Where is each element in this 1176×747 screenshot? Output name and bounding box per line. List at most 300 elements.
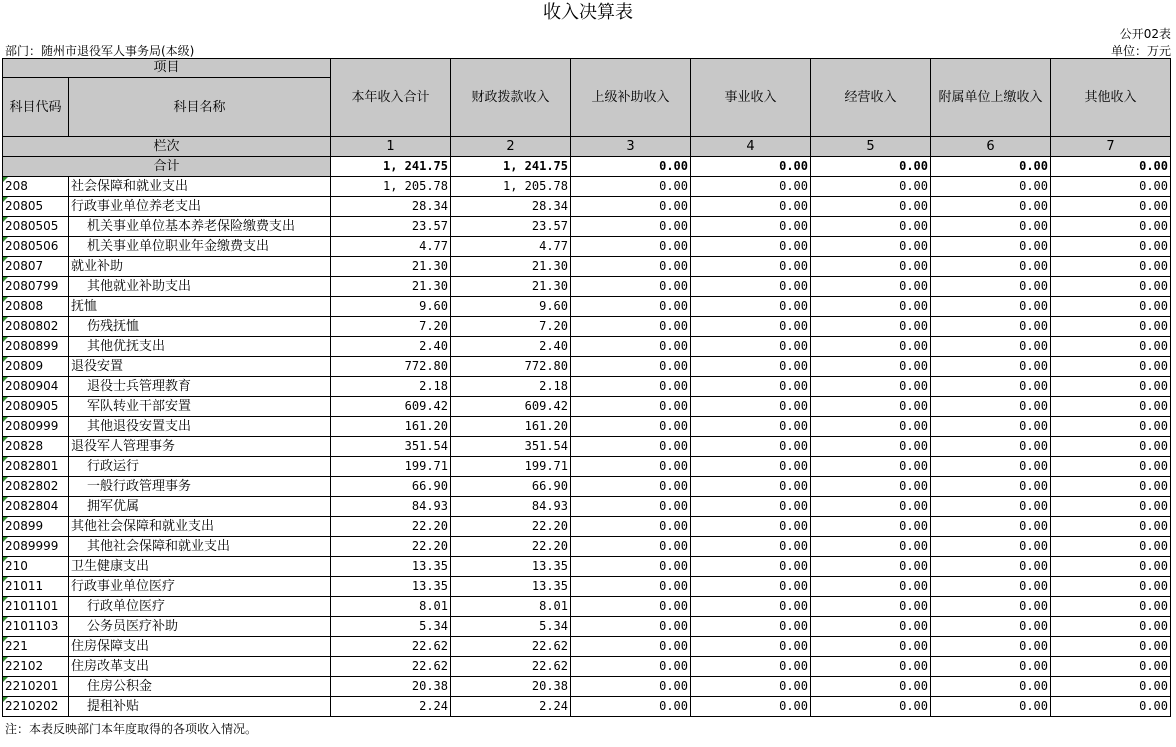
amount-cell: 609.42 — [451, 397, 571, 417]
amount-cell: 0.00 — [571, 477, 691, 497]
amount-cell: 0.00 — [571, 277, 691, 297]
subject-name: 住房保障支出 — [69, 637, 331, 657]
amount-cell: 1, 205.78 — [451, 177, 571, 197]
subject-code: 2089999 — [3, 537, 69, 557]
amount-cell: 772.80 — [331, 357, 451, 377]
amount-cell: 0.00 — [691, 657, 811, 677]
table-row — [3, 297, 1171, 317]
amount-cell: 0.00 — [811, 677, 931, 697]
col-label: 栏次 — [3, 137, 331, 157]
amount-cell: 0.00 — [931, 597, 1051, 617]
subject-code: 22102 — [3, 657, 69, 677]
amount-cell: 21.30 — [331, 277, 451, 297]
amount-cell: 0.00 — [931, 177, 1051, 197]
amount-cell: 0.00 — [691, 477, 811, 497]
amount-cell: 0.00 — [1051, 557, 1171, 577]
table-row — [3, 517, 1171, 537]
table-row — [3, 197, 1171, 217]
amount-cell: 20.38 — [331, 677, 451, 697]
amount-cell: 0.00 — [931, 497, 1051, 517]
amount-cell: 0.00 — [811, 697, 931, 717]
amount-cell: 66.90 — [451, 477, 571, 497]
amount-cell: 9.60 — [451, 297, 571, 317]
subject-code: 2101103 — [3, 617, 69, 637]
total-value: 1, 241.75 — [331, 157, 451, 177]
name-header: 科目名称 — [69, 78, 331, 137]
amount-cell: 0.00 — [571, 497, 691, 517]
amount-cell: 0.00 — [691, 697, 811, 717]
amount-cell: 0.00 — [691, 257, 811, 277]
amount-cell: 21.30 — [451, 257, 571, 277]
subject-code: 2080905 — [3, 397, 69, 417]
col-header-total: 本年收入合计 — [331, 59, 451, 137]
amount-cell: 0.00 — [571, 577, 691, 597]
amount-cell: 0.00 — [571, 617, 691, 637]
amount-cell: 0.00 — [571, 237, 691, 257]
amount-cell: 609.42 — [331, 397, 451, 417]
amount-cell: 21.30 — [331, 257, 451, 277]
amount-cell: 0.00 — [811, 257, 931, 277]
amount-cell: 7.20 — [331, 317, 451, 337]
amount-cell: 0.00 — [1051, 637, 1171, 657]
amount-cell: 0.00 — [691, 537, 811, 557]
amount-cell: 22.62 — [331, 637, 451, 657]
amount-cell: 0.00 — [691, 357, 811, 377]
amount-cell: 0.00 — [1051, 657, 1171, 677]
amount-cell: 22.20 — [451, 537, 571, 557]
table-row — [3, 477, 1171, 497]
amount-cell: 0.00 — [1051, 597, 1171, 617]
amount-cell: 0.00 — [691, 557, 811, 577]
table-row — [3, 457, 1171, 477]
amount-cell: 13.35 — [451, 577, 571, 597]
amount-cell: 0.00 — [691, 337, 811, 357]
amount-cell: 0.00 — [811, 537, 931, 557]
amount-cell: 0.00 — [811, 397, 931, 417]
amount-cell: 0.00 — [931, 437, 1051, 457]
amount-cell: 0.00 — [931, 537, 1051, 557]
amount-cell: 0.00 — [1051, 497, 1171, 517]
subject-name: 住房公积金 — [69, 677, 331, 697]
amount-cell: 0.00 — [1051, 577, 1171, 597]
amount-cell: 2.18 — [451, 377, 571, 397]
subject-name: 行政单位医疗 — [69, 597, 331, 617]
amount-cell: 0.00 — [931, 397, 1051, 417]
amount-cell: 0.00 — [1051, 277, 1171, 297]
amount-cell: 0.00 — [811, 377, 931, 397]
col-header-business: 事业收入 — [691, 59, 811, 137]
table-row — [3, 317, 1171, 337]
amount-cell: 13.35 — [331, 577, 451, 597]
amount-cell: 0.00 — [811, 617, 931, 637]
col-num-5: 5 — [811, 137, 931, 157]
amount-cell: 199.71 — [331, 457, 451, 477]
amount-cell: 0.00 — [1051, 517, 1171, 537]
amount-cell: 0.00 — [571, 377, 691, 397]
total-value: 1, 241.75 — [451, 157, 571, 177]
subject-name: 一般行政管理事务 — [69, 477, 331, 497]
amount-cell: 0.00 — [691, 457, 811, 477]
amount-cell: 0.00 — [931, 297, 1051, 317]
amount-cell: 23.57 — [331, 217, 451, 237]
amount-cell: 0.00 — [691, 517, 811, 537]
amount-cell: 0.00 — [931, 277, 1051, 297]
amount-cell: 0.00 — [691, 377, 811, 397]
amount-cell: 0.00 — [811, 417, 931, 437]
table-row — [3, 257, 1171, 277]
subject-name: 公务员医疗补助 — [69, 617, 331, 637]
subject-name: 行政事业单位养老支出 — [69, 197, 331, 217]
amount-cell: 0.00 — [1051, 397, 1171, 417]
table-row — [3, 557, 1171, 577]
amount-cell: 0.00 — [571, 517, 691, 537]
amount-cell: 5.34 — [451, 617, 571, 637]
amount-cell: 0.00 — [811, 497, 931, 517]
table-row — [3, 397, 1171, 417]
amount-cell: 0.00 — [1051, 617, 1171, 637]
unit-label: 单位：万元 — [1110, 44, 1171, 58]
col-header-fiscal: 财政拨款收入 — [451, 59, 571, 137]
amount-cell: 0.00 — [1051, 317, 1171, 337]
amount-cell: 13.35 — [451, 557, 571, 577]
amount-cell: 0.00 — [571, 417, 691, 437]
subject-code: 20828 — [3, 437, 69, 457]
amount-cell: 0.00 — [811, 177, 931, 197]
table-row — [3, 497, 1171, 517]
amount-cell: 8.01 — [451, 597, 571, 617]
amount-cell: 0.00 — [571, 437, 691, 457]
amount-cell: 0.00 — [691, 597, 811, 617]
income-table — [2, 58, 1171, 717]
col-num-7: 7 — [1051, 137, 1171, 157]
amount-cell: 0.00 — [931, 317, 1051, 337]
amount-cell: 0.00 — [931, 417, 1051, 437]
subject-code: 2082804 — [3, 497, 69, 517]
amount-cell: 1, 205.78 — [331, 177, 451, 197]
amount-cell: 0.00 — [1051, 337, 1171, 357]
total-value: 0.00 — [1051, 157, 1171, 177]
amount-cell: 0.00 — [571, 637, 691, 657]
subject-name: 军队转业干部安置 — [69, 397, 331, 417]
amount-cell: 0.00 — [571, 597, 691, 617]
amount-cell: 0.00 — [1051, 217, 1171, 237]
col-header-affiliated: 附属单位上缴收入 — [931, 59, 1051, 137]
col-header-superior: 上级补助收入 — [571, 59, 691, 137]
amount-cell: 0.00 — [931, 197, 1051, 217]
column-number-row — [3, 137, 1171, 157]
subject-name: 行政事业单位医疗 — [69, 577, 331, 597]
subject-name: 就业补助 — [69, 257, 331, 277]
amount-cell: 13.35 — [331, 557, 451, 577]
amount-cell: 2.40 — [451, 337, 571, 357]
amount-cell: 0.00 — [1051, 297, 1171, 317]
subject-code: 2101101 — [3, 597, 69, 617]
amount-cell: 0.00 — [691, 577, 811, 597]
total-value: 0.00 — [811, 157, 931, 177]
subject-code: 221 — [3, 637, 69, 657]
amount-cell: 22.20 — [331, 517, 451, 537]
subject-name: 退役安置 — [69, 357, 331, 377]
item-group-header: 项目 — [3, 59, 331, 78]
amount-cell: 0.00 — [571, 537, 691, 557]
total-value: 0.00 — [931, 157, 1051, 177]
subject-name: 卫生健康支出 — [69, 557, 331, 577]
amount-cell: 0.00 — [571, 177, 691, 197]
amount-cell: 0.00 — [1051, 677, 1171, 697]
table-row — [3, 617, 1171, 637]
amount-cell: 0.00 — [931, 637, 1051, 657]
subject-name: 其他优抚支出 — [69, 337, 331, 357]
amount-cell: 0.00 — [931, 697, 1051, 717]
amount-cell: 0.00 — [811, 517, 931, 537]
subject-name: 其他退役安置支出 — [69, 417, 331, 437]
amount-cell: 0.00 — [691, 197, 811, 217]
total-value: 0.00 — [571, 157, 691, 177]
subject-code: 20809 — [3, 357, 69, 377]
amount-cell: 0.00 — [691, 637, 811, 657]
report-title: 收入决算表 — [543, 2, 633, 23]
amount-cell: 0.00 — [691, 437, 811, 457]
amount-cell: 0.00 — [691, 417, 811, 437]
subject-name: 伤残抚恤 — [69, 317, 331, 337]
amount-cell: 0.00 — [811, 317, 931, 337]
amount-cell: 84.93 — [331, 497, 451, 517]
table-row — [3, 417, 1171, 437]
amount-cell: 0.00 — [571, 257, 691, 277]
amount-cell: 0.00 — [931, 357, 1051, 377]
amount-cell: 0.00 — [931, 477, 1051, 497]
col-num-3: 3 — [571, 137, 691, 157]
amount-cell: 22.62 — [451, 657, 571, 677]
amount-cell: 0.00 — [571, 677, 691, 697]
subject-code: 2210201 — [3, 677, 69, 697]
amount-cell: 199.71 — [451, 457, 571, 477]
amount-cell: 0.00 — [691, 217, 811, 237]
amount-cell: 0.00 — [931, 517, 1051, 537]
amount-cell: 0.00 — [691, 497, 811, 517]
amount-cell: 0.00 — [811, 277, 931, 297]
footnote: 注：本表反映部门本年度取得的各项收入情况。 — [5, 722, 258, 736]
amount-cell: 0.00 — [571, 397, 691, 417]
subject-code: 20808 — [3, 297, 69, 317]
table-row — [3, 437, 1171, 457]
amount-cell: 0.00 — [811, 297, 931, 317]
table-row — [3, 177, 1171, 197]
amount-cell: 2.24 — [331, 697, 451, 717]
subject-code: 2080506 — [3, 237, 69, 257]
amount-cell: 0.00 — [1051, 437, 1171, 457]
amount-cell: 0.00 — [571, 457, 691, 477]
amount-cell: 2.24 — [451, 697, 571, 717]
col-num-1: 1 — [331, 137, 451, 157]
subject-name: 拥军优属 — [69, 497, 331, 517]
amount-cell: 0.00 — [571, 297, 691, 317]
subject-name: 行政运行 — [69, 457, 331, 477]
col-num-6: 6 — [931, 137, 1051, 157]
amount-cell: 0.00 — [811, 237, 931, 257]
amount-cell: 0.00 — [1051, 357, 1171, 377]
subject-code: 210 — [3, 557, 69, 577]
amount-cell: 22.20 — [331, 537, 451, 557]
amount-cell: 161.20 — [451, 417, 571, 437]
amount-cell: 66.90 — [331, 477, 451, 497]
amount-cell: 8.01 — [331, 597, 451, 617]
table-row — [3, 217, 1171, 237]
amount-cell: 0.00 — [571, 197, 691, 217]
subject-code: 20805 — [3, 197, 69, 217]
total-row — [3, 157, 1171, 177]
amount-cell: 0.00 — [691, 277, 811, 297]
amount-cell: 0.00 — [931, 557, 1051, 577]
amount-cell: 0.00 — [811, 217, 931, 237]
form-number: 公开02表 — [1119, 27, 1171, 41]
amount-cell: 28.34 — [331, 197, 451, 217]
amount-cell: 351.54 — [451, 437, 571, 457]
subject-code: 208 — [3, 177, 69, 197]
col-num-2: 2 — [451, 137, 571, 157]
amount-cell: 0.00 — [1051, 257, 1171, 277]
amount-cell: 0.00 — [811, 597, 931, 617]
amount-cell: 0.00 — [571, 217, 691, 237]
amount-cell: 0.00 — [1051, 377, 1171, 397]
amount-cell: 28.34 — [451, 197, 571, 217]
subject-code: 2210202 — [3, 697, 69, 717]
subject-name: 其他社会保障和就业支出 — [69, 537, 331, 557]
table-body — [3, 177, 1171, 717]
subject-name: 退役军人管理事务 — [69, 437, 331, 457]
amount-cell: 0.00 — [571, 657, 691, 677]
subject-code: 2080899 — [3, 337, 69, 357]
subject-code: 2080505 — [3, 217, 69, 237]
subject-code: 2082801 — [3, 457, 69, 477]
amount-cell: 0.00 — [811, 437, 931, 457]
amount-cell: 0.00 — [811, 197, 931, 217]
amount-cell: 23.57 — [451, 217, 571, 237]
subject-code: 2082802 — [3, 477, 69, 497]
subject-code: 21011 — [3, 577, 69, 597]
amount-cell: 0.00 — [811, 657, 931, 677]
amount-cell: 0.00 — [691, 177, 811, 197]
subject-name: 其他就业补助支出 — [69, 277, 331, 297]
header-row-1 — [3, 59, 1171, 78]
subject-name: 其他社会保障和就业支出 — [69, 517, 331, 537]
table-row — [3, 377, 1171, 397]
table-row — [3, 637, 1171, 657]
amount-cell: 351.54 — [331, 437, 451, 457]
amount-cell: 0.00 — [931, 617, 1051, 637]
table-row — [3, 577, 1171, 597]
amount-cell: 0.00 — [691, 617, 811, 637]
amount-cell: 5.34 — [331, 617, 451, 637]
table-row — [3, 657, 1171, 677]
amount-cell: 0.00 — [1051, 177, 1171, 197]
amount-cell: 0.00 — [691, 397, 811, 417]
amount-cell: 0.00 — [811, 357, 931, 377]
total-label: 合计 — [3, 157, 331, 177]
subject-code: 20899 — [3, 517, 69, 537]
subject-name: 住房改革支出 — [69, 657, 331, 677]
amount-cell: 4.77 — [331, 237, 451, 257]
amount-cell: 0.00 — [1051, 417, 1171, 437]
amount-cell: 0.00 — [931, 217, 1051, 237]
amount-cell: 9.60 — [331, 297, 451, 317]
subject-name: 提租补贴 — [69, 697, 331, 717]
amount-cell: 0.00 — [811, 577, 931, 597]
amount-cell: 0.00 — [931, 457, 1051, 477]
amount-cell: 0.00 — [691, 317, 811, 337]
amount-cell: 22.62 — [451, 637, 571, 657]
amount-cell: 0.00 — [1051, 457, 1171, 477]
amount-cell: 0.00 — [811, 557, 931, 577]
amount-cell: 0.00 — [571, 697, 691, 717]
amount-cell: 0.00 — [571, 337, 691, 357]
amount-cell: 22.20 — [451, 517, 571, 537]
subject-name: 机关事业单位基本养老保险缴费支出 — [69, 217, 331, 237]
amount-cell: 0.00 — [1051, 537, 1171, 557]
table-row — [3, 337, 1171, 357]
subject-code: 2080999 — [3, 417, 69, 437]
subject-name: 机关事业单位职业年金缴费支出 — [69, 237, 331, 257]
department-label: 部门：随州市退役军人事务局(本级) — [5, 44, 195, 58]
amount-cell: 0.00 — [691, 677, 811, 697]
amount-cell: 0.00 — [931, 257, 1051, 277]
code-header: 科目代码 — [3, 78, 69, 137]
amount-cell: 0.00 — [811, 457, 931, 477]
table-row — [3, 677, 1171, 697]
amount-cell: 772.80 — [451, 357, 571, 377]
amount-cell: 0.00 — [811, 637, 931, 657]
amount-cell: 2.40 — [331, 337, 451, 357]
amount-cell: 7.20 — [451, 317, 571, 337]
amount-cell: 21.30 — [451, 277, 571, 297]
table-row — [3, 357, 1171, 377]
amount-cell: 0.00 — [1051, 697, 1171, 717]
amount-cell: 161.20 — [331, 417, 451, 437]
amount-cell: 0.00 — [1051, 237, 1171, 257]
col-header-other: 其他收入 — [1051, 59, 1171, 137]
subject-code: 2080904 — [3, 377, 69, 397]
subject-name: 抚恤 — [69, 297, 331, 317]
amount-cell: 0.00 — [931, 577, 1051, 597]
table-row — [3, 597, 1171, 617]
amount-cell: 0.00 — [811, 477, 931, 497]
col-num-4: 4 — [691, 137, 811, 157]
amount-cell: 0.00 — [691, 237, 811, 257]
amount-cell: 0.00 — [1051, 197, 1171, 217]
table-row — [3, 697, 1171, 717]
amount-cell: 0.00 — [571, 317, 691, 337]
amount-cell: 0.00 — [1051, 477, 1171, 497]
amount-cell: 22.62 — [331, 657, 451, 677]
amount-cell: 0.00 — [571, 557, 691, 577]
amount-cell: 4.77 — [451, 237, 571, 257]
subject-code: 2080799 — [3, 277, 69, 297]
col-header-operation: 经营收入 — [811, 59, 931, 137]
amount-cell: 84.93 — [451, 497, 571, 517]
subject-code: 2080802 — [3, 317, 69, 337]
table-row — [3, 277, 1171, 297]
table-row — [3, 537, 1171, 557]
amount-cell: 0.00 — [931, 377, 1051, 397]
amount-cell: 0.00 — [931, 337, 1051, 357]
subject-code: 20807 — [3, 257, 69, 277]
subject-name: 退役士兵管理教育 — [69, 377, 331, 397]
amount-cell: 0.00 — [931, 677, 1051, 697]
subject-name: 社会保障和就业支出 — [69, 177, 331, 197]
amount-cell: 2.18 — [331, 377, 451, 397]
table-row — [3, 237, 1171, 257]
amount-cell: 0.00 — [691, 297, 811, 317]
